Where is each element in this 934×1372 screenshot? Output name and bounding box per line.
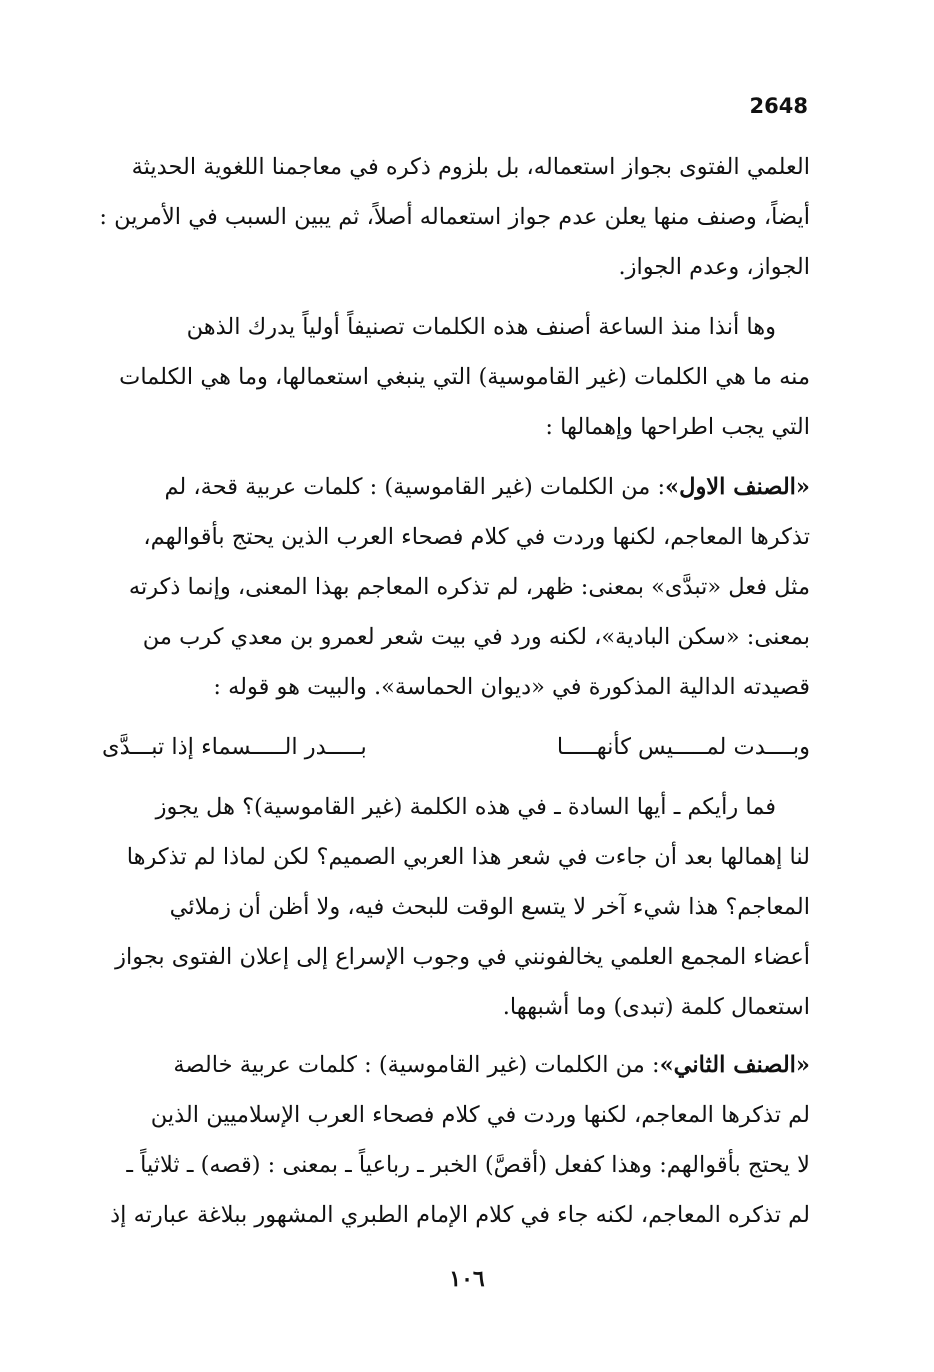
paragraph-1 [98, 142, 810, 292]
verse-second-hemistich: بـــــدر الـــــسماء إذا تبـــدَّى [102, 734, 367, 760]
text-line: مثل فعل «تبدَّى» بمعنى: ظهر، لم تذكره المعاجم بهذا المعنى، وإنما ذكرته [128, 574, 810, 600]
text-run: : من الكلمات (غير القاموسية) : كلمات عربية قحة، لم [164, 474, 666, 500]
text-line: قصيدته الدالية المذكورة في «ديوان الحماسة». والبيت هو قوله : [213, 674, 810, 700]
text-line: أعضاء المجمع العلمي يخالفونني في وجوب الإسراع إلى إعلان الفتوى بجواز [115, 944, 810, 970]
verse-first-hemistich: وبــــدت لمـــــيس كأنهـــــا [556, 734, 810, 760]
text-line: الجواز، وعدم الجواز. [618, 254, 810, 280]
category-heading: «الصنف الاول» [665, 474, 810, 500]
text-line: التي يجب اطراحها وإهمالها : [545, 414, 810, 440]
text-line: العلمي الفتوى بجواز استعماله، بل بلزوم ذكره في معاجمنا اللغوية الحديثة [131, 154, 810, 180]
category-heading: «الصنف الثاني» [659, 1052, 810, 1078]
paragraph-4 [98, 782, 810, 1032]
text-line: فما رأيكم ـ أيها السادة ـ في هذه الكلمة (غير القاموسية)؟ هل يجوز [155, 794, 776, 820]
poetry-verse [102, 722, 810, 772]
text-line: المعاجم؟ هذا شيء آخر لا يتسع الوقت للبحث فيه، ولا أظن أن زملائي [169, 894, 810, 920]
text-line: لم تذكره المعاجم، لكنه جاء في كلام الإمام الطبري المشهور ببلاغة عبارته إذ [110, 1202, 810, 1228]
text-line: لا يحتج بأقوالهم: وهذا كفعل (أقصَّ) الخبر ـ رباعياً ـ بمعنى : (قصه) ـ ثلاثياً ـ [126, 1152, 810, 1178]
text-line [98, 1040, 810, 1090]
text-line [98, 462, 810, 512]
page-number-top: 2648 [749, 94, 808, 118]
text-line: لم تذكرها المعاجم، لكنها وردت في كلام فصحاء العرب الإسلاميين الذين [150, 1102, 810, 1128]
paragraph-3 [98, 462, 810, 712]
text-line: استعمال كلمة (تبدى) وما أشبهها. [502, 994, 810, 1020]
page-number-bottom: ١٠٦ [449, 1266, 485, 1292]
text-line: منه ما هي الكلمات (غير القاموسية) التي ينبغي استعمالها، وما هي الكلمات [119, 364, 810, 390]
text-line: بمعنى: «سكن البادية»، لكنه ورد في بيت شعر لعمرو بن معدي كرب من [142, 624, 810, 650]
text-line: لنا إهمالها بعد أن جاءت في شعر هذا العربي الصميم؟ لكن لماذا لم تذكرها [126, 844, 810, 870]
paragraph-2 [98, 302, 810, 452]
text-line: وها أنذا منذ الساعة أصنف هذه الكلمات تصنيفاً أولياً يدرك الذهن [186, 314, 776, 340]
text-run: : من الكلمات (غير القاموسية) : كلمات عربية خالصة [173, 1052, 660, 1078]
text-line: أيضاً، وصنف منها يعلن عدم جواز استعماله أصلاً، ثم يبين السبب في الأمرين : [99, 204, 810, 230]
text-line: تذكرها المعاجم، لكنها وردت في كلام فصحاء العرب الذين يحتج بأقوالهم، [143, 524, 810, 550]
paragraph-5 [98, 1040, 810, 1240]
